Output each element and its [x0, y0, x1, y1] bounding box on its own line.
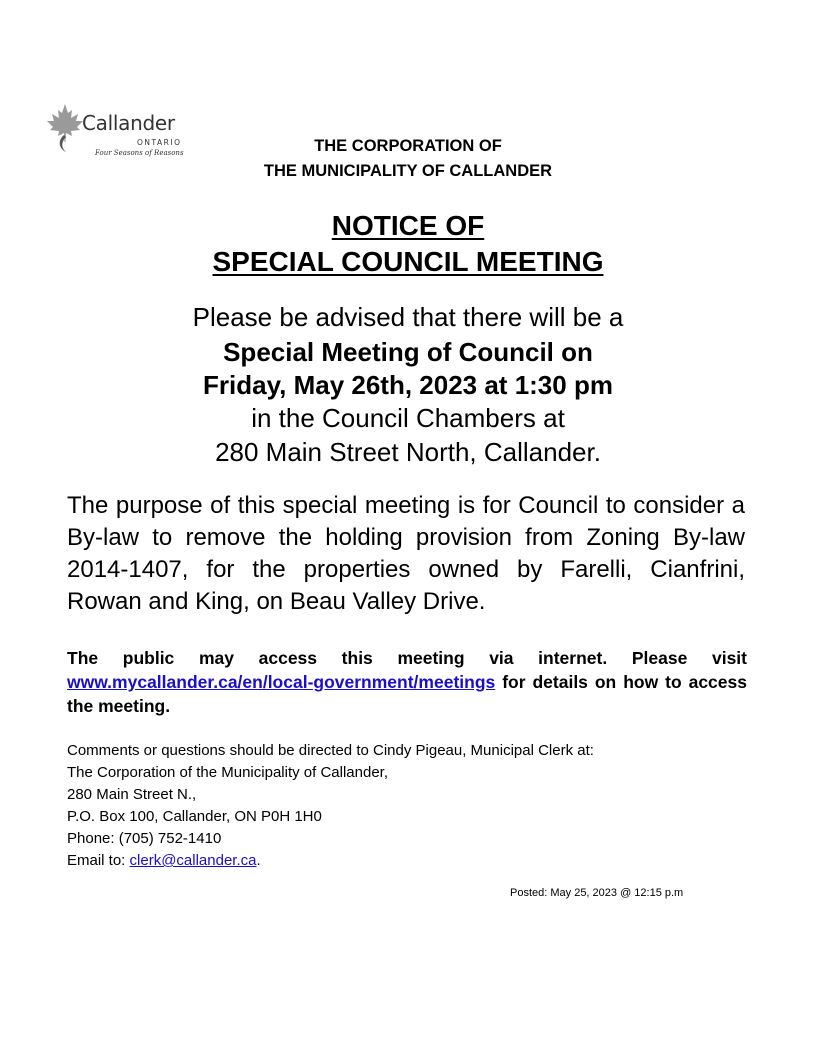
- purpose-paragraph: The purpose of this special meeting is for Council to consider a By-law to remove the holding provision from Zoning By-law 2014-1407, for the properties owned by Farelli, Cianfrini, Rowan and King, on Beau Valley Drive.: [67, 492, 745, 615]
- announcement-line-2: Special Meeting of Council on: [223, 337, 593, 367]
- corporation-heading-text-1: THE CORPORATION OF: [314, 137, 502, 155]
- email-label: Email to:: [67, 852, 130, 869]
- meeting-datetime: Friday, May 26th, 2023 at 1:30 pm: [203, 370, 613, 400]
- logo-name: Callander: [82, 111, 175, 135]
- announcement-line-1: Please be advised that there will be a: [192, 302, 624, 332]
- corporation-heading-line-1: [0, 134, 816, 158]
- logo-province: ONTARIO: [137, 138, 182, 147]
- contact-pobox: P.O. Box 100, Callander, ON P0H 1H0: [67, 808, 322, 825]
- corporation-heading-line-2: THE MUNICIPALITY OF CALLANDER: [263, 162, 553, 180]
- access-text-before: The public may access this meeting via internet. Please visit: [67, 648, 747, 668]
- contact-intro: Comments or questions should be directed to Cindy Pigeau, Municipal Clerk at:: [67, 742, 594, 759]
- meeting-address: 280 Main Street North, Callander.: [215, 437, 601, 467]
- public-access-paragraph: [67, 646, 747, 718]
- announcement-line-4: in the Council Chambers at: [251, 403, 565, 433]
- meetings-link[interactable]: www.mycallander.ca/en/local-government/meetings: [67, 672, 496, 692]
- notice-title-line-2: SPECIAL COUNCIL MEETING: [212, 246, 604, 277]
- contact-email-line: [67, 850, 594, 872]
- logo-tagline: Four Seasons of Reasons: [95, 149, 184, 157]
- access-text-after: for details on how to access the meeting.: [67, 672, 747, 716]
- contact-block: [67, 740, 594, 872]
- contact-organization: The Corporation of the Municipality of Callander,: [67, 764, 389, 781]
- email-suffix: .: [256, 852, 261, 869]
- email-link[interactable]: clerk@callander.ca: [129, 852, 257, 869]
- contact-street: 280 Main Street N.,: [67, 786, 197, 803]
- posted-timestamp: Posted: May 25, 2023 @ 12:15 p.m: [510, 887, 684, 899]
- contact-phone: Phone: (705) 752-1410: [67, 830, 222, 847]
- notice-title-line-1: NOTICE OF: [331, 210, 485, 241]
